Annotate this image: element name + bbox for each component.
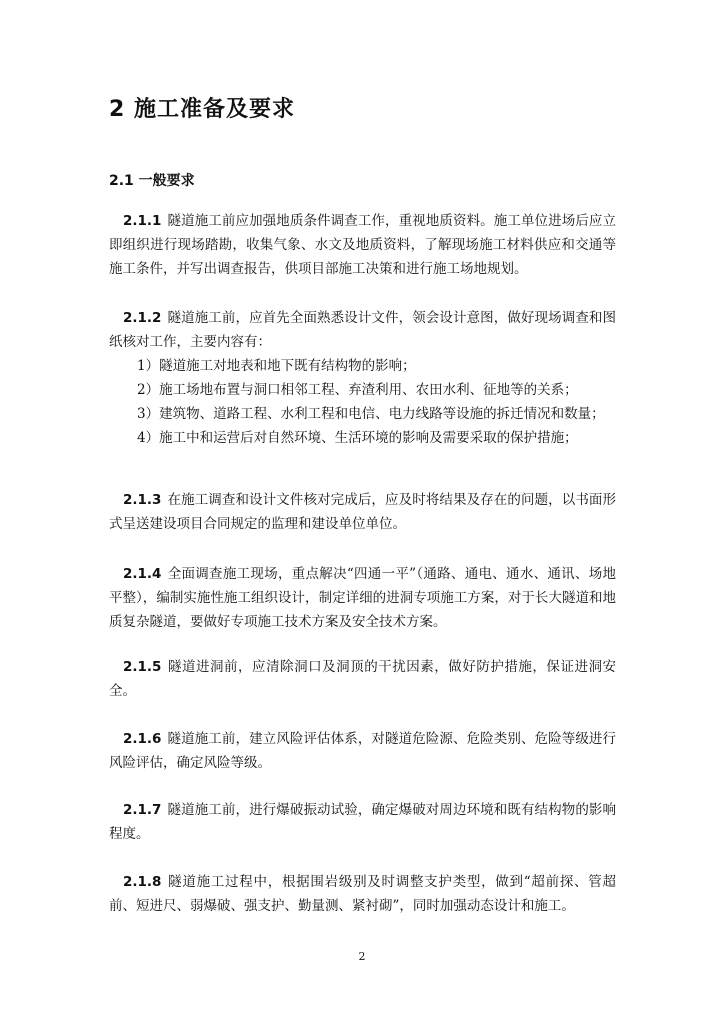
chapter-title: 2 施工准备及要求 — [109, 97, 295, 122]
list-item: 1）隧道施工对地表和地下既有结构物的影响； — [137, 358, 416, 374]
list-item: 2）施工场地布置与洞口相邻工程、弃渣利用、农田水利、征地等的关系； — [137, 382, 578, 398]
clause-2-1-3 — [109, 488, 616, 536]
clause-text: 在施工调查和设计文件核对完成后，应及时将结果及存在的问题，以书面形式呈送建设项目合同规定的监理和建设单位单位。 — [109, 492, 616, 532]
clause-text: 隧道施工过程中，根据围岩级别及时调整支护类型，做到“超前探、管超前、短进尺、弱爆破、强支护、勤量测、紧衬砌”，同时加强动态设计和施工。 — [109, 874, 616, 914]
clause-2-1-1 — [109, 209, 616, 281]
list-item: 3）建筑物、道路工程、水利工程和电信、电力线路等设施的拆迁情况和数量； — [137, 406, 605, 422]
clause-2-1-7 — [109, 798, 616, 846]
clause-text: 隧道施工前，应首先全面熟悉设计文件，领会设计意图，做好现场调查和图纸核对工作，主要内容有： — [109, 310, 616, 350]
clause-number: 2.1.1 — [123, 213, 162, 229]
clause-text: 全面调查施工现场，重点解决“四通一平”（通路、通电、通水、通讯、场地平整），编制实施性施工组织设计，制定详细的进洞专项施工方案，对于长大隧道和地质复杂隧道，要做好专项施工技术方案及安全技术方案。 — [109, 566, 616, 630]
section-title: 2.1 一般要求 — [109, 173, 195, 189]
clause-text: 隧道进洞前，应清除洞口及洞顶的干扰因素，做好防护措施，保证进洞安全。 — [109, 659, 616, 699]
clause-text: 隧道施工前应加强地质条件调查工作，重视地质资料。施工单位进场后应立即组织进行现场踏勘，收集气象、水文及地质资料，了解现场施工材料供应和交通等施工条件，并写出调查报告，供项目部施工决策和进行施工场地规划。 — [109, 213, 616, 277]
clause-2-1-5 — [109, 655, 616, 703]
clause-number: 2.1.5 — [123, 659, 162, 675]
list-item: 4）施工中和运营后对自然环境、生活环境的影响及需要采取的保护措施； — [137, 430, 578, 446]
clause-number: 2.1.8 — [123, 874, 162, 890]
clause-text: 隧道施工前，进行爆破振动试验，确定爆破对周边环境和既有结构物的影响程度。 — [109, 802, 616, 842]
clause-number: 2.1.3 — [123, 492, 162, 508]
clause-number: 2.1.7 — [123, 802, 162, 818]
clause-number: 2.1.4 — [123, 566, 162, 582]
clause-2-1-8 — [109, 870, 616, 918]
clause-text: 隧道施工前，建立风险评估体系，对隧道危险源、危险类别、危险等级进行风险评估，确定风险等级。 — [109, 731, 616, 771]
clause-2-1-2 — [109, 306, 616, 450]
clause-2-1-6 — [109, 727, 616, 775]
clause-number: 2.1.6 — [123, 731, 162, 747]
clause-number: 2.1.2 — [123, 310, 162, 326]
clause-2-1-4 — [109, 562, 616, 634]
page-number: 2 — [358, 950, 366, 963]
